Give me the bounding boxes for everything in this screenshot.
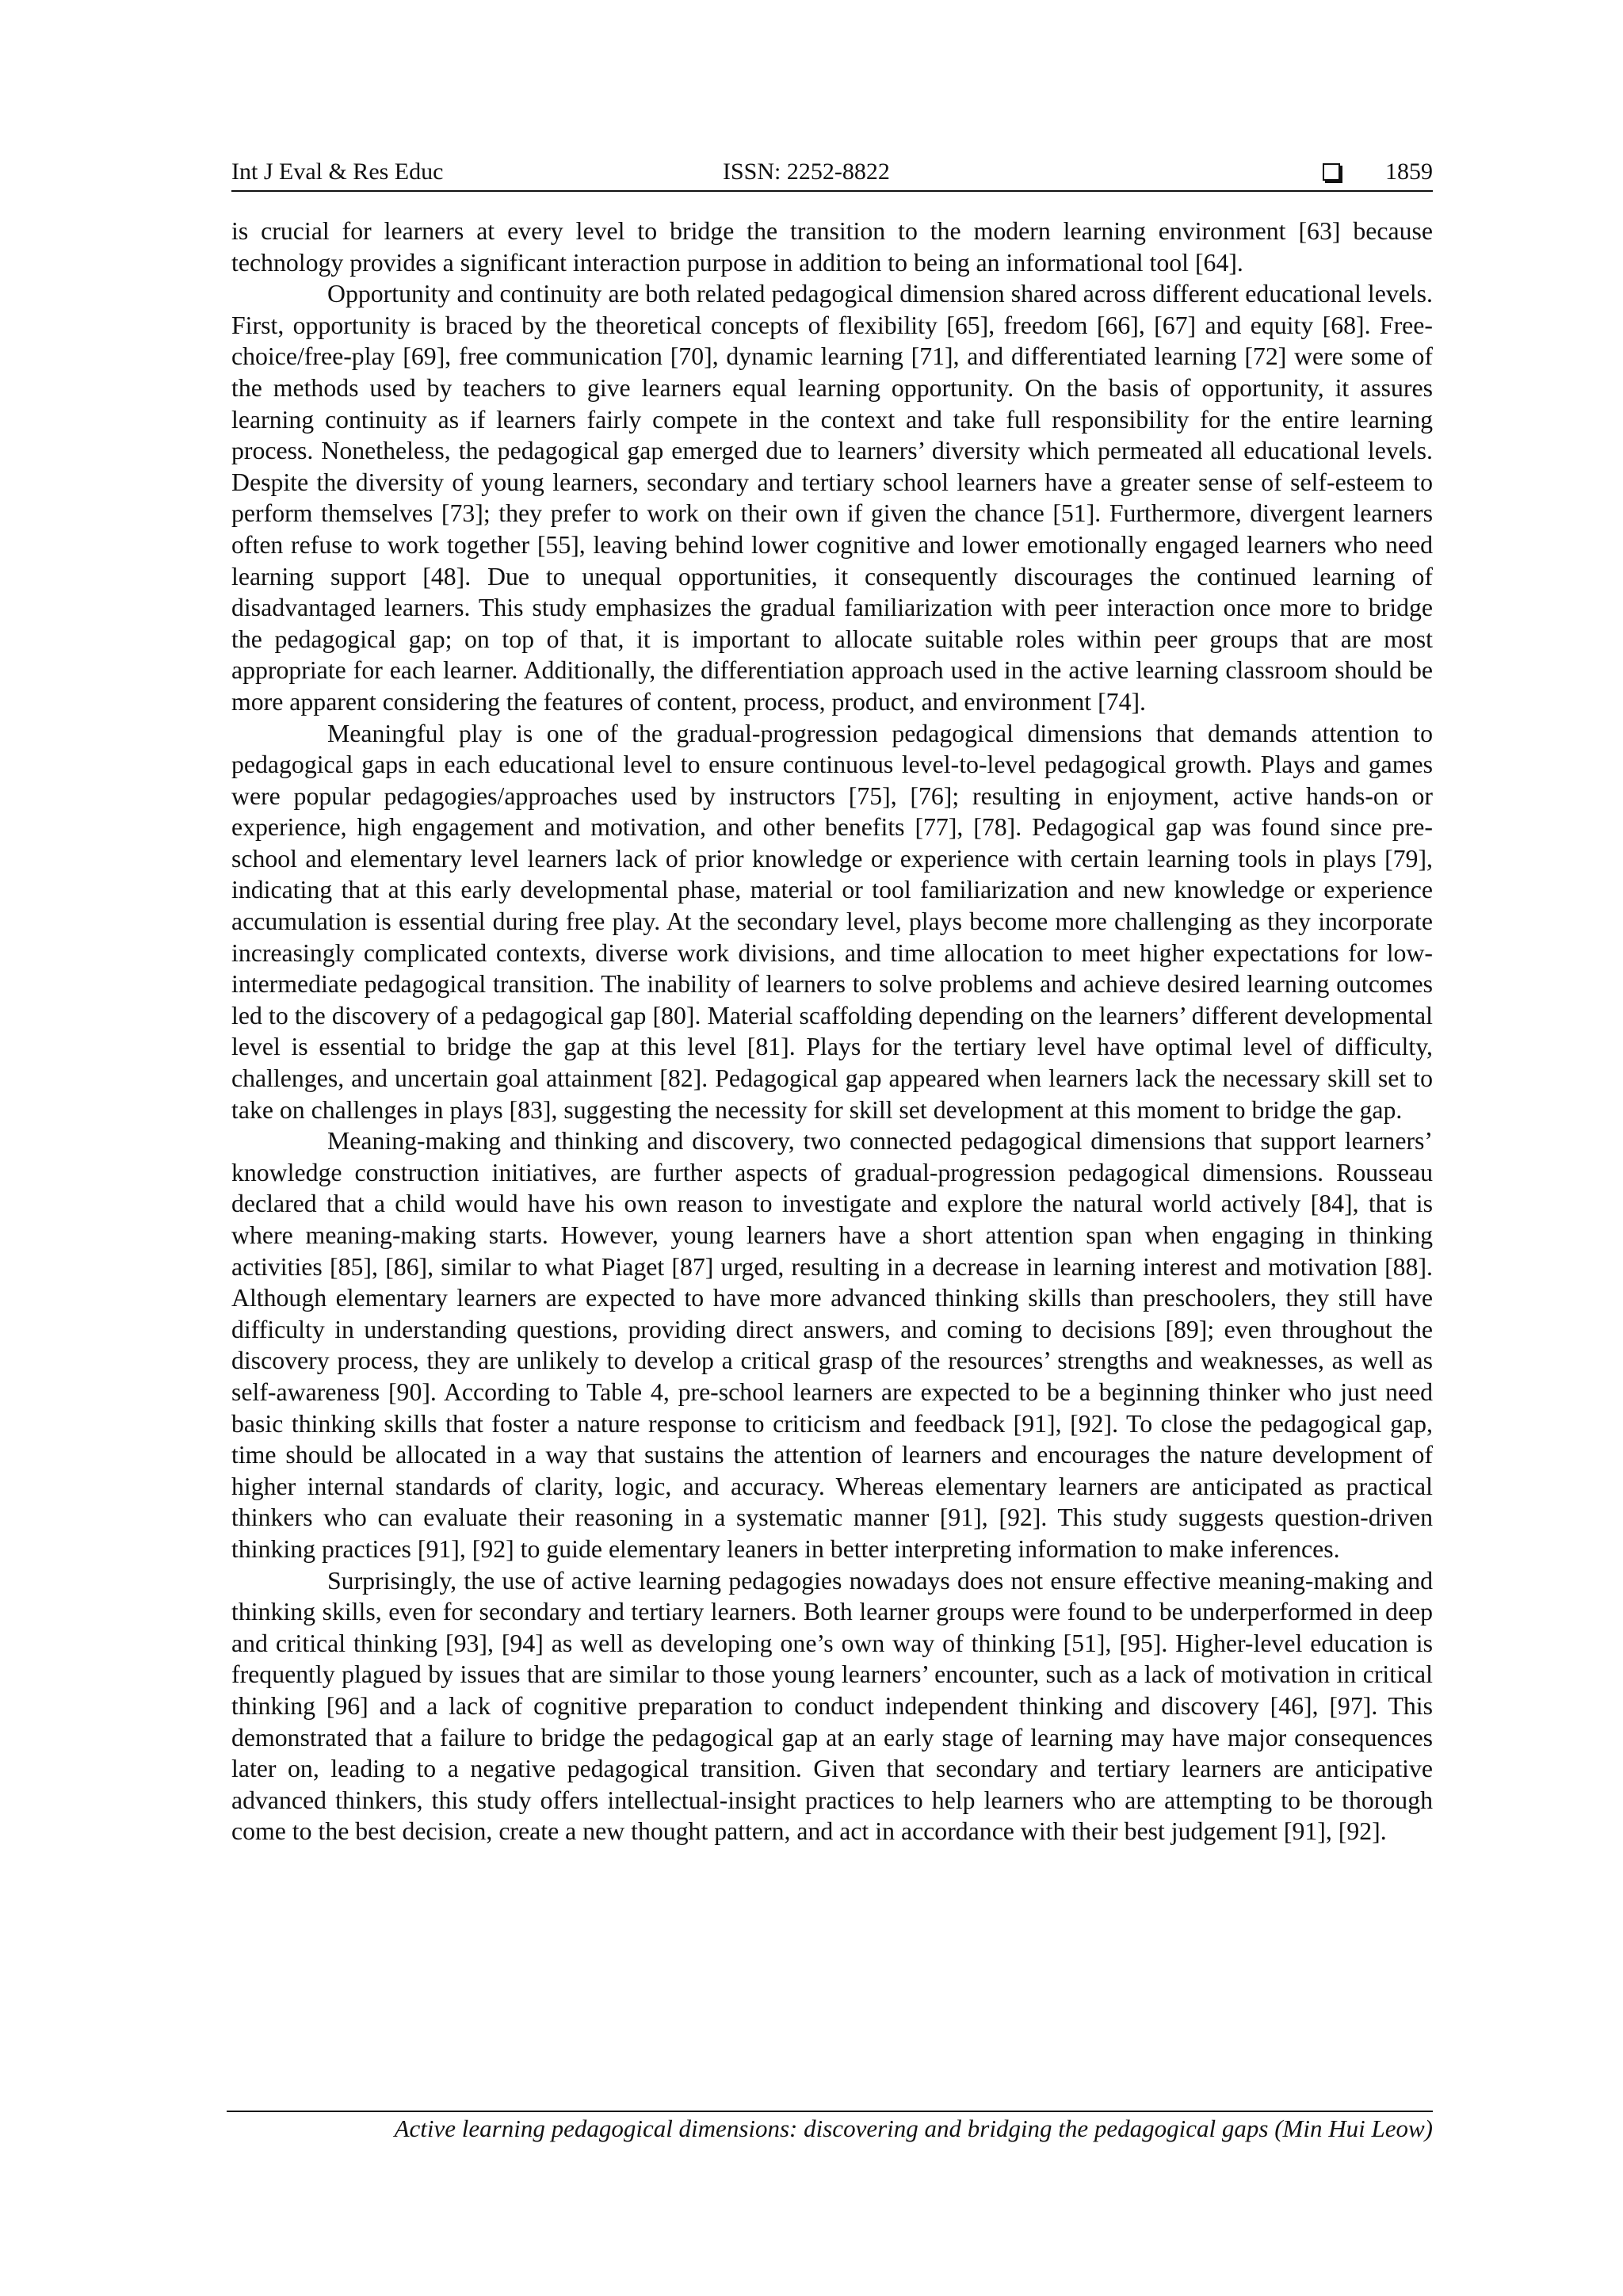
footer-divider (227, 2111, 1433, 2112)
article-body (231, 216, 1433, 1847)
issn-label: ISSN: 2252-8822 (723, 159, 890, 185)
paragraph-meaning-making: Meaning-making and thinking and discovery, two connected pedagogical dimensions that support learners’ knowledge construction initiatives, are further aspects of gradual-progression pedagogical dimensions. Rousseau declared that a child would have his own reason to investigate and explore the natural world actively [84], that is where meaning-making starts. However, young learners have a short attention span when engaging in thinking activities [85], [86], similar to what Piaget [87] urged, resulting in a decrease in learning interest and motivation [88]. Although elementary learners are expected to have more advanced thinking skills than preschoolers, they still have difficulty in understanding questions, providing direct answers, and coming to decisions [89]; even throughout the discovery process, they are unlikely to develop a critical grasp of the resources’ strengths and weaknesses, as well as self-awareness [90]. According to Table 4, pre-school learners are expected to be a beginning thinker who just need basic thinking skills that foster a nature response to criticism and feedback [91], [92]. To close the pedagogical gap, time should be allocated in a way that sustains the attention of learners and encourages the nature development of higher internal standards of clarity, logic, and accuracy. Whereas elementary learners are anticipated as practical thinkers who can evaluate their reasoning in a systematic manner [91], [92]. This study suggests question-driven thinking practices [91], [92] to guide elementary leaners in better interpreting information to make inferences. (231, 1127, 1433, 1563)
journal-name: Int J Eval & Res Educ (231, 159, 444, 185)
paragraph-higher-level-thinking: Surprisingly, the use of active learning pedagogies nowadays does not ensure effective meaning-making and thinking skills, even for secondary and tertiary learners. Both learner groups were found to be underperformed in deep and critical thinking [93], [94] as well as developing one’s own way of thinking [51], [95]. Higher-level education is frequently plagued by issues that are similar to those young learners’ encounter, such as a lack of motivation in critical thinking [96] and a lack of cognitive preparation to conduct independent thinking and discovery [46], [97]. This demonstrated that a failure to bridge the pedagogical gap at an early stage of learning may have major consequences later on, leading to a negative pedagogical transition. Given that secondary and tertiary learners are anticipative advanced thinkers, this study offers intellectual-insight practices to help learners who are attempting to be thorough come to the best decision, create a new thought pattern, and act in accordance with their best judgement [91], [92]. (231, 1566, 1433, 1846)
paragraph-meaningful-play: Meaningful play is one of the gradual-progression pedagogical dimensions that demands attention to pedagogical gaps in each educational level to ensure continuous level-to-level pedagogical growth. Plays and games were popular pedagogies/approaches used by instructors [75], [76]; resulting in enjoyment, active hands-on or experience, high engagement and motivation, and other benefits [77], [78]. Pedagogical gap was found since pre-school and elementary level learners lack of prior knowledge or experience with certain learning tools in plays [79], indicating that at this early developmental phase, material or tool familiarization and new knowledge or experience accumulation is essential during free play. At the secondary level, plays become more challenging as they incorporate increasingly complicated contexts, diverse work divisions, and time allocation to meet higher expectations for low-intermediate pedagogical transition. The inability of learners to solve problems and achieve desired learning outcomes led to the discovery of a pedagogical gap [80]. Material scaffolding depending on the learners’ different developmental level is essential to bridge the gap at this level [81]. Plays for the tertiary level have optimal level of difficulty, challenges, and uncertain goal attainment [82]. Pedagogical gap appeared when learners lack the necessary skill set to take on challenges in plays [83], suggesting the necessity for skill set development at this moment to bridge the gap. (231, 719, 1433, 1124)
paragraph-opportunity-continuity: Opportunity and continuity are both related pedagogical dimension shared across different educational levels. First, opportunity is braced by the theoretical concepts of flexibility [65], freedom [66], [67] and equity [68]. Free-choice/free-play [69], free communication [70], dynamic learning [71], and differentiated learning [72] were some of the methods used by teachers to give learners equal learning opportunity. On the basis of opportunity, it assures learning continuity as if learners fairly compete in the context and take full responsibility for the entire learning process. Nonetheless, the pedagogical gap emerged due to learners’ diversity which permeated all educational levels. Despite the diversity of young learners, secondary and tertiary school learners have a greater sense of self-esteem to perform themselves [73]; they prefer to work on their own if given the chance [51]. Furthermore, divergent learners often refuse to work together [55], leaving behind lower cognitive and lower emotionally engaged learners who need learning support [48]. Due to unequal opportunities, it consequently discourages the continued learning of disadvantaged learners. This study emphasizes the gradual familiarization with peer interaction once more to bridge the pedagogical gap; on top of that, it is important to allocate suitable roles within peer groups that are most appropriate for each learner. Additionally, the differentiation approach used in the active learning classroom should be more apparent considering the features of content, process, product, and environment [74]. (231, 280, 1433, 716)
square-box-icon (1323, 163, 1340, 181)
running-footer: Active learning pedagogical dimensions: discovering and bridging the pedagogical gaps (Min Hui Leow) (394, 2115, 1433, 2142)
paragraph-continuation: is crucial for learners at every level to bridge the transition to the modern learning environment [63] because technology provides a significant interaction purpose in addition to being an informational tool [64]. (231, 217, 1433, 277)
page-number: 1859 (1385, 159, 1433, 185)
page-header (231, 159, 1433, 192)
